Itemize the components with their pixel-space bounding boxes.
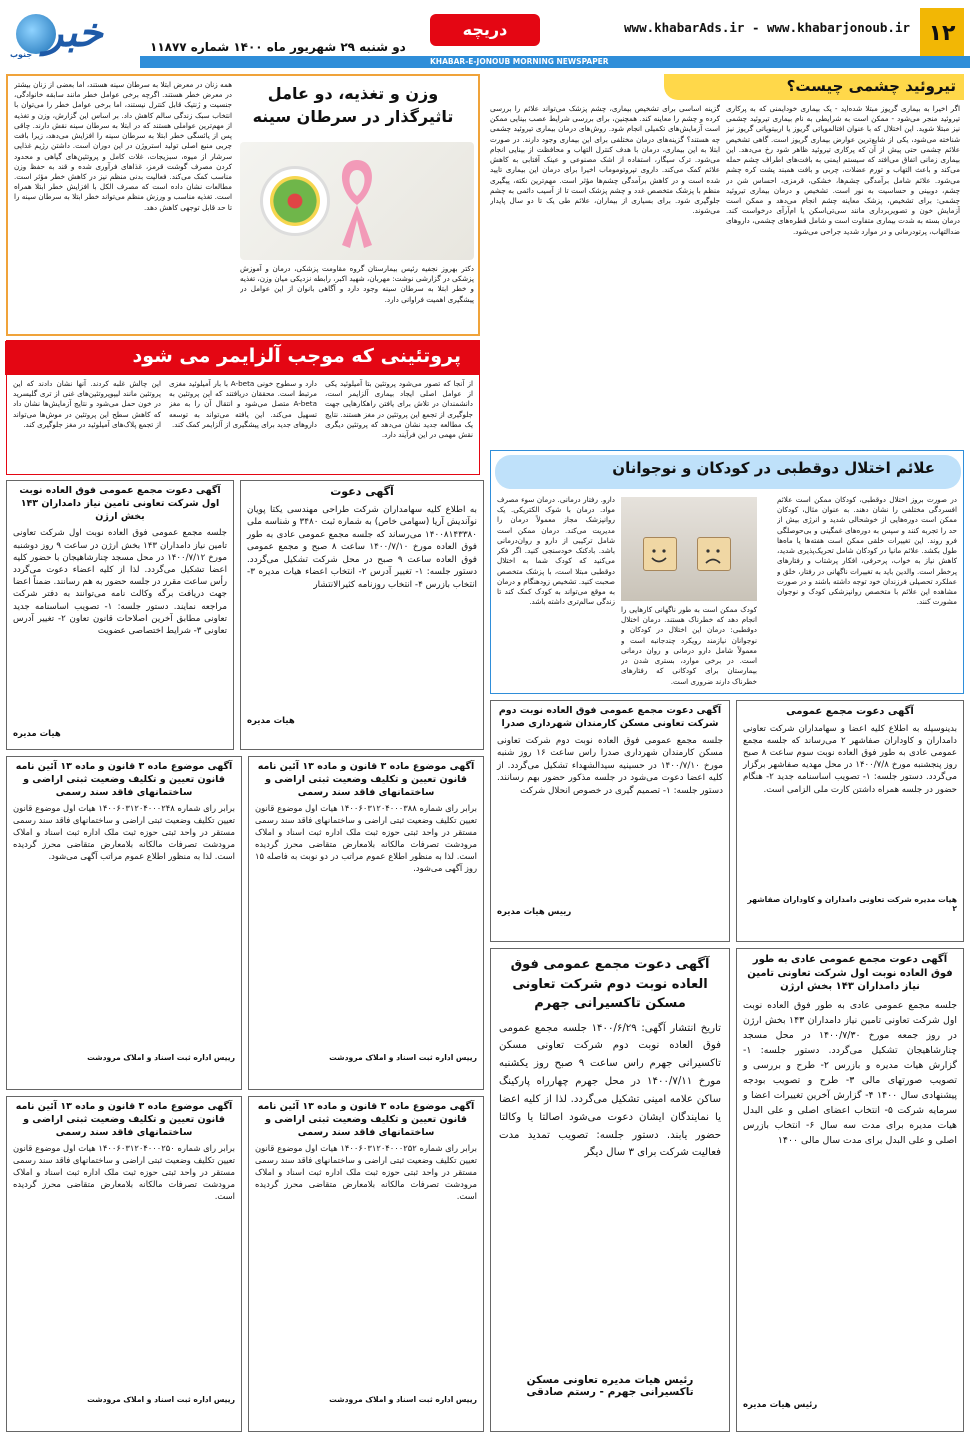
ad-yekta-pouyan [240,480,484,750]
ad-body: تاریخ انتشار آگهی: ۱۴۰۰/۶/۲۹ جلسه مجمع عمومی فوق العاده نوبت دوم شرکت تعاونی مسکن تاکسیرانی جهرم راس ساعت ۹ صبح روز یکشنبه مورخ ۱۴۰۰/۷/۱۱ در محل جهرم چهارراه پارکینگ ساکن علامه امینی تشکیل می‌گردد. لذا از کلیه اعضا یا نمایندگان ایشان دعوت می‌شود اصالتا یا وکالتا حضور یابند. دستور جلسه: تصویب تمدید مدت فعالیت شرکت برای ۳ سال دیگر [499,1022,722,1159]
sad-face-icon [697,537,731,571]
diet-cancer-article [6,74,480,336]
bipolar-column-2: دارو. رفتار درمانی. درمان سوء مصرف مواد. درمان با شوک الکتریکی. یک روانپزشک مجاز معمولاً درمان را مدیریت می‌کند. درمان ممکن است شامل ترکیبی از دارو و روان‌درمانی باشد. بادکنک خودسنجی کنید. اگر فکر می‌کنید که کودک شما به اختلال دوقطبی مبتلا است، با پزشک متخصص صحبت کنید. تشخیص زودهنگام و درمان به موقع می‌تواند به کودک کمک کند تا زندگی سالم‌تری داشته باشد. [497,495,615,607]
ad-sadra-housing [490,700,730,942]
ad-land-registration-1 [6,756,242,1090]
ad-body: جلسه مجمع عمومی فوق العاده نوبت دوم شرکت تعاونی مسکن کارمندان شهرداری صدرا راس ساعت ۱۶ روز شنبه مورخ ۱۴۰۰/۷/۱۰ در حسینیه سیدالشهداء تشکیل می‌گردد. از کلیه اعضا دعوت می‌شود در جلسه مذکور حضور بهم رسانند. دستور جلسه: ۱- تصمیم گیری در خصوص انحلال شرکت [497,735,723,796]
section-name: دریچه [430,14,540,46]
ad-footer: هیات مدیره [13,729,61,740]
bipolar-column-3: کودک ممکن است به طور ناگهانی کارهایی را انجام دهد که خطرناک هستند. درمان اختلال دوقطبی: درمان این اختلال در کودکان و نوجوانان نیازمند رویکرد چندجانبه است و معمولاً شامل دارو درمانی و روان درمانی است. در برخی موارد، بستری شدن در بیمارستان برای کودکانی که رفتارهای خطرناک دارند ضروری است. [621,605,757,686]
logo-wordmark: خبر [44,10,103,56]
ad-jahrom-taxi-housing [490,948,730,1432]
ad-title: آگهی دعوت مجمع عمومی عادی به طور فوق العاده نوبت اول شرکت تعاونی تامین نیاز دامداران ۱۴۳ بخش ارژن [747,954,953,992]
issue-date-number: دو شنبه ۲۹ شهریور ماه ۱۴۰۰ شماره ۱۱۸۷۷ [150,40,406,54]
ad-land-registration-4 [248,1096,484,1432]
ad-body: برابر رای شماره ۱۴۰۰۶۰۳۱۲۰۴۰۰۰۲۵۰ هیات اول موضوع قانون تعیین تکلیف وضعیت ثبتی اراضی و ساختمانهای فاقد سند رسمی مستقر در واحد ثبتی حوزه ثبت ملک اداره ثبت اسناد و املاک مرودشت تصرفات مالکانه بلامعارض متقاضی محرز گردیده است. [13,1143,235,1202]
ad-footer: رییس هیات مدیره [497,906,572,917]
pink-ribbon-icon [332,150,382,250]
thyroid-article [488,74,964,470]
diet-column-left: همه زنان در معرض ابتلا به سرطان سینه هستند، اما بعضی از زنان بیشتر در معرض خطر هستند. اگرچه برخی عوامل خطر مانند سابقه خانوادگی، جنسیت و ژنتیک قابل کنترل نیستند، اما برخی عوامل خطر را می‌توان با انتخاب سبک زندگی سالم کاهش داد. بر اساس این گزارش، وزن و تغذیه از مهم‌ترین عواملی هستند که در ابتلا به سرطان سینه نقش دارند. چاقی پس از یائسگی خطر ابتلا به سرطان سینه را افزایش می‌دهد، زیرا بافت چربی منبع اصلی تولید استروژن در این دوران است. داشتن رژیم غذایی سرشار از میوه، سبزیجات، غلات کامل و پروتئین‌های گیاهی و محدود کردن مصرف گوشت قرمز، غذاهای فرآوری شده و قند به حفظ وزن مناسب کمک می‌کند. فعالیت بدنی منظم نیز در کاهش خطر مؤثر است. مطالعات نشان داده است که مصرف الکل با افزایش خطر ابتلا همراه است. تغذیه مناسب و ورزش منظم می‌تواند خطر ابتلا به سرطان سینه را تا حد قابل توجهی کاهش دهد. [14,80,232,212]
alzheimer-article [6,340,480,475]
ad-body: جلسه مجمع عمومی عادی به طور فوق العاده نوبت اول شرکت تعاونی تامین نیاز دامداران ۱۴۳ بخش ارژن در روز جمعه مورخ ۱۴۰۰/۷/۳۰ در محل مسجد چنارشاهیجان تشکیل می‌گردد. دستور جلسه: ۱- گزارش هیات مدیره و بازرس ۲- طرح و بررسی و تصویب صورتهای مالی ۳- طرح و تصویب بودجه پیشنهادی سال ۱۴۰۰ ۴- گزارش آخرین تغییرات اعضا و سرمایه شرکت ۵- انتخاب اعضای اصلی و علی البدل هیات مدیره برای مدت سه سال ۶- انتخاب بازرس اصلی و علی البدل برای مدت سال مالی ۱۴۰۰ [743,999,957,1146]
ad-footer: رئیس هیات مدیره [743,1399,818,1410]
ad-title: آگهی موضوع ماده ۳ قانون و ماده ۱۳ آئین نامه قانون تعیین و تکلیف وضعیت ثبتی اراضی و ساختمانهای فاقد سند رسمی [257,761,475,798]
mood-cubes-image [621,497,757,601]
masthead [0,0,970,70]
newspaper-logo[interactable] [4,4,142,66]
ad-body: برابر رای شماره ۱۴۰۰۶۰۳۱۲۰۴۰۰۰۲۵۲ هیات اول موضوع قانون تعیین تکلیف وضعیت ثبتی اراضی و ساختمانهای فاقد سند رسمی مستقر در واحد ثبتی حوزه ثبت ملک اداره ثبت اسناد و املاک مرودشت تصرفات مالکانه بلامعارض متقاضی محرز گردیده است. [255,1143,477,1202]
ad-title: آگهی دعوت مجمع عمومی فوق العاده نوبت دوم شرکت تعاونی مسکن تاکسیرانی جهرم [510,957,710,1011]
ad-land-registration-3 [6,1096,242,1432]
ad-footer: رییس اداره ثبت اسناد و املاک مرودشت [87,1053,235,1063]
ad-footer: رییس اداره ثبت اسناد و املاک مرودشت [329,1053,477,1063]
thyroid-column-2: گزینه اساسی برای تشخیص بیماری، چشم پزشک می‌تواند علائم را بررسی کرده و چشم را معاینه کند. همچنین، برای بررسی شرایط عصب بینایی ممکن است آزمایش‌های تکمیلی انجام شود. روش‌های درمان بیماری تیروئید چشمی چه هستند؟ گزینه‌های درمان مختلفی برای این بیماری وجود دارند. در صورت ابتلا به این بیماری، درمان با هدف کنترل التهاب و محافظت از بینایی انجام می‌شود. ترک سیگار، استفاده از اشک مصنوعی و عینک آفتابی به کاهش علائم کمک می‌کند. داروی تپروتوموماب اخیرا برای درمان این بیماری تایید شده است و در کاهش برآمدگی چشم‌ها مؤثر است. مهم‌ترین نکته، پیگیری منظم با پزشک متخصص غدد و چشم پزشک است تا از آسیب دائمی به چشم جلوگیری شود. برای بسیاری از بیماران، علائم طی یک تا دو سال پایدار می‌شوند. [490,104,720,216]
salad-food-image [270,176,320,226]
bipolar-headline: علائم اختلال دوقطبی در کودکان و نوجوانان [612,459,935,477]
ad-title: آگهی دعوت مجمع عمومی [786,706,914,717]
thyroid-column-1: اگر اخیرا به بیماری گریوز مبتلا شده‌اید - یک بیماری خودایمنی که به پرکاری تیروئید منجر می‌شود - ممکن است به شرایطی به نام بیماری تیروئید چشمی نیز مبتلا شوید. این اختلال که با عنوان افتالموپاتی گریوز یا اربیتوپاتی گریوز نیز شناخته می‌شود، یکی از شایع‌ترین عوارض بیماری گریوز است. گاهی تشخیص علائم چشمی حتی پیش از آن که پرکاری تیروئید ظاهر شود رخ می‌دهد. این بیماری زمانی اتفاق می‌افتد که سیستم ایمنی به بافت‌های اطراف چشم حمله می‌کند و باعث التهاب و تورم عضلات، چربی و بافت همبند پشت کره چشم می‌شود. علائم شامل برآمدگی چشم‌ها، خشکی، قرمزی، احساس شن در چشم، دوبینی و حساسیت به نور است. تشخیص و درمان بیماری تیروئید چشمی: برای تشخیص، پزشک معاینه چشم انجام می‌دهد و ممکن است آزمایش خون و تصویربرداری مانند سی‌تی‌اسکن یا ام‌آر‌آی درخواست کند. درمان بسته به شدت بیماری متفاوت است و شامل قطره‌های چشمی، داروهای ضدالتهاب، پرتودرمانی و در موارد شدید جراحی می‌شود. [726,104,960,236]
logo-subtitle: جنوب [10,50,33,59]
happy-face-icon [643,537,677,571]
alzheimer-column-3: این چالش غلبه کردند. آنها نشان دادند که این پروتئین مانند لیپوپروتئین‌های غنی از تری گلیسرید در خون حمل می‌شود و نتایج آزمایش‌ها نشان داد که کاهش سطح این پروتئین در موش‌ها می‌تواند از تجمع پلاک‌های آمیلوئید در مغز جلوگیری کند. [13,379,161,429]
ad-body: به اطلاع کلیه سهامداران شرکت طراحی مهندسی یکتا پویان نوآندیش آریا (سهامی خاص) به شماره ثبت ۳۴۸۰ و شناسه ملی ۱۴۰۰۸۱۴۳۳۸۰ می‌رساند که جلسه مجمع عمومی عادی به طور فوق العاده مورخ ۱۴۰۰/۷/۱۰ ساعت ۸ صبح و مجمع عمومی فوق العاده ساعت ۹ صبح در محل شرکت تشکیل می‌گردد. دستور جلسه: ۱- تغییر آدرس ۲- انتخاب اعضاء هیات مدیره ۳- انتخاب بازرس ۴- انتخاب روزنامه کثیرالانتشار [247,504,477,590]
ad-title: آگهی موضوع ماده ۳ قانون و ماده ۱۳ آئین نامه قانون تعیین و تکلیف وضعیت ثبتی اراضی و ساختمانهای فاقد سند رسمی [15,761,233,798]
diet-headline: وزن و تغذیه، دو عامل تاثیرگذار در سرطان سینه [252,84,454,127]
ad-safashahr-cooperative [736,700,964,942]
ad-title: آگهی دعوت مجمع عمومی فوق العاده نوبت دوم شرکت تعاونی مسکن کارمندان شهرداری صدرا [498,705,722,729]
ad-land-registration-2 [248,756,484,1090]
ad-footer: هیات مدیره [247,715,295,726]
ad-footer: رئیس هیات مدیره تعاونی مسکن تاکسیرانی جهرم - رستم صادقی [526,1373,694,1398]
bipolar-article [490,450,964,694]
ad-body: جلسه مجمع عمومی فوق العاده نوبت اول شرکت تعاونی تامین نیاز دامداران ۱۴۳ بخش ارژن در ساعت ۹ روز دوشنبه مورخ ۱۴۰۰/۷/۱۲ در محل مسجد چنارشاهیجان با حضور کلیه اعضا تشکیل می‌گردد. لذا از کلیه اعضاء دعوت می‌گردد رأس ساعت مقرر در جلسه حضور به هم رسانند. ضمناً اعضا جهت دریافت برگه وکالت نامه می‌توانند به دفتر شرکت مراجعه نمایند. دستور جلسه: ۱- تصویب اساسنامه جدید تعاونی مطابق آخرین اصلاحات قانون تعاون ۲- تغییر آدرس تعاونی ۳- شرایط اختصاصی عضویت [13,528,227,637]
alzheimer-column-1: از آنجا که تصور می‌شود پروتئین بتا آمیلوئید یکی از عوامل اصلی ایجاد بیماری آلزایمر است، دانشمندان در تلاش برای یافتن راهکارهایی جهت جلوگیری از تجمع این پروتئین در مغز هستند. نتایج یک مطالعه جدید نشان می‌دهد که پروتئین دیگری نقش مهمی در این فرآیند دارد. [325,379,473,440]
ad-footer: هیات مدیره شرکت تعاونی دامداران و کاوداران صفاشهر ۲ [747,894,957,913]
ad-title: آگهی دعوت [330,485,394,498]
ad-title: آگهی موضوع ماده ۳ قانون و ماده ۱۳ آئین نامه قانون تعیین و تکلیف وضعیت ثبتی اراضی و ساختمانهای فاقد سند رسمی [257,1101,475,1138]
page-number: ۱۲ [920,8,964,60]
ad-body: برابر رای شماره ۱۴۰۰۶۰۳۱۲۰۴۰۰۰۲۴۸ هیات اول موضوع قانون تعیین تکلیف وضعیت ثبتی اراضی و ساختمانهای فاقد سند رسمی مستقر در واحد ثبتی حوزه ثبت ملک اداره ثبت اسناد و املاک مرودشت تصرفات مالکانه بلامعارض متقاضی محرز گردیده است. لذا به منظور اطلاع عموم مراتب آگهی می‌شود. [13,803,235,862]
diet-article-image [240,142,474,260]
ad-body: بدینوسیله به اطلاع کلیه اعضا و سهامداران شرکت تعاونی دامداران و کاوداران صفاشهر ۲ می‌رساند که جلسه مجمع عمومی عادی به طور فوق العاده نوبت سوم ساعت ۸ صبح روز پنجشنبه مورخ ۱۴۰۰/۷/۸ در محل مهدیه صفاشهر برگزار می‌گردد. دستور جلسه: ۱- تصویب اساسنامه جدید ۲- هنگام حضور در جلسه همراه داشتن کارت ملی الزامی است. [743,723,957,795]
banner-text: KHABAR-E-JONOUB MORNING NEWSPAPER [430,57,609,66]
ad-arzhan-ordinary-assembly [736,948,964,1432]
ad-arzhan-cooperative [6,480,234,750]
alzheimer-column-2: دارد و سطوح خونی A-beta با بار آمیلوئید مغزی مرتبط است. محققان دریافتند که این پروتئین به A-beta متصل می‌شود و انتقال آن را به مغز تسهیل می‌کند. این یافته می‌تواند به توسعه داروهای جدید برای پیشگیری از آلزایمر کمک کند. [169,379,317,429]
alzheimer-headline: پروتئینی که موجب آلزایمر می شود [132,345,461,367]
diet-column-right: دکتر بهروز نجفیه رئیس بیمارستان گروه مقاومت پزشکی، درمان و آموزش پزشکی در گزارشی نوشت: مهربان، شهید اکبر، رابطه نزدیکی میان وزن، تغذیه و خطر ابتلا به سرطان سینه وجود دارد و آگاهی بانوان از این عوامل در پیشگیری اهمیت فراوانی دارد. [240,264,474,304]
ad-body: برابر رای شماره ۱۴۰۰۶۰۳۱۲۰۴۰۰۰۳۸۸ هیات اول موضوع قانون تعیین تکلیف وضعیت ثبتی اراضی و ساختمانهای فاقد سند رسمی مستقر در واحد ثبتی حوزه ثبت ملک اداره ثبت اسناد و املاک مرودشت تصرفات مالکانه بلامعارض متقاضی محرز گردیده است. لذا به منظور اطلاع عموم مراتب در دو نوبت به فاصله ۱۵ روز آگهی می‌شود. [255,803,477,874]
ad-title: آگهی موضوع ماده ۳ قانون و ماده ۱۳ آئین نامه قانون تعیین و تکلیف وضعیت ثبتی اراضی و ساختمانهای فاقد سند رسمی [15,1101,233,1138]
thyroid-headline: تیروئید چشمی چیست؟ [786,77,956,95]
ad-footer: رییس اداره ثبت اسناد و املاک مرودشت [87,1395,235,1405]
ad-title: آگهی دعوت مجمع عمومی فوق العاده نوبت اول شرکت تعاونی تامین نیاز دامداران ۱۴۳ بخش ارژن [19,485,221,522]
bipolar-column-1: در صورت بروز اختلال دوقطبی، کودکان ممکن است علائم افسردگی مختلفی را نشان دهند. به عنوان مثال، کودکان ممکن است دوره‌هایی از خوشحالی شدید و انرژی بیش از حد را تجربه کنند و سپس به دوره‌های غمگینی و بی‌حوصلگی فرو روند. این تغییرات خلقی ممکن است هفته‌ها یا ماه‌ها طول بکشد. علائم مانیا در کودکان شامل تحریک‌پذیری شدید، کاهش نیاز به خواب، پرحرفی، افکار پرشتاب و رفتارهای پرخطر است. والدین باید به تغییرات ناگهانی در رفتار، خلق و عملکرد تحصیلی فرزندان خود توجه داشته باشند و در صورت مشاهده این علائم با متخصص روانپزشکی کودک و نوجوان مشورت کنند. [777,495,957,607]
website-urls[interactable]: www.khabarAds.ir - www.khabarjonoub.ir [624,20,910,35]
ad-footer: رییس اداره ثبت اسناد و املاک مرودشت [329,1395,477,1405]
